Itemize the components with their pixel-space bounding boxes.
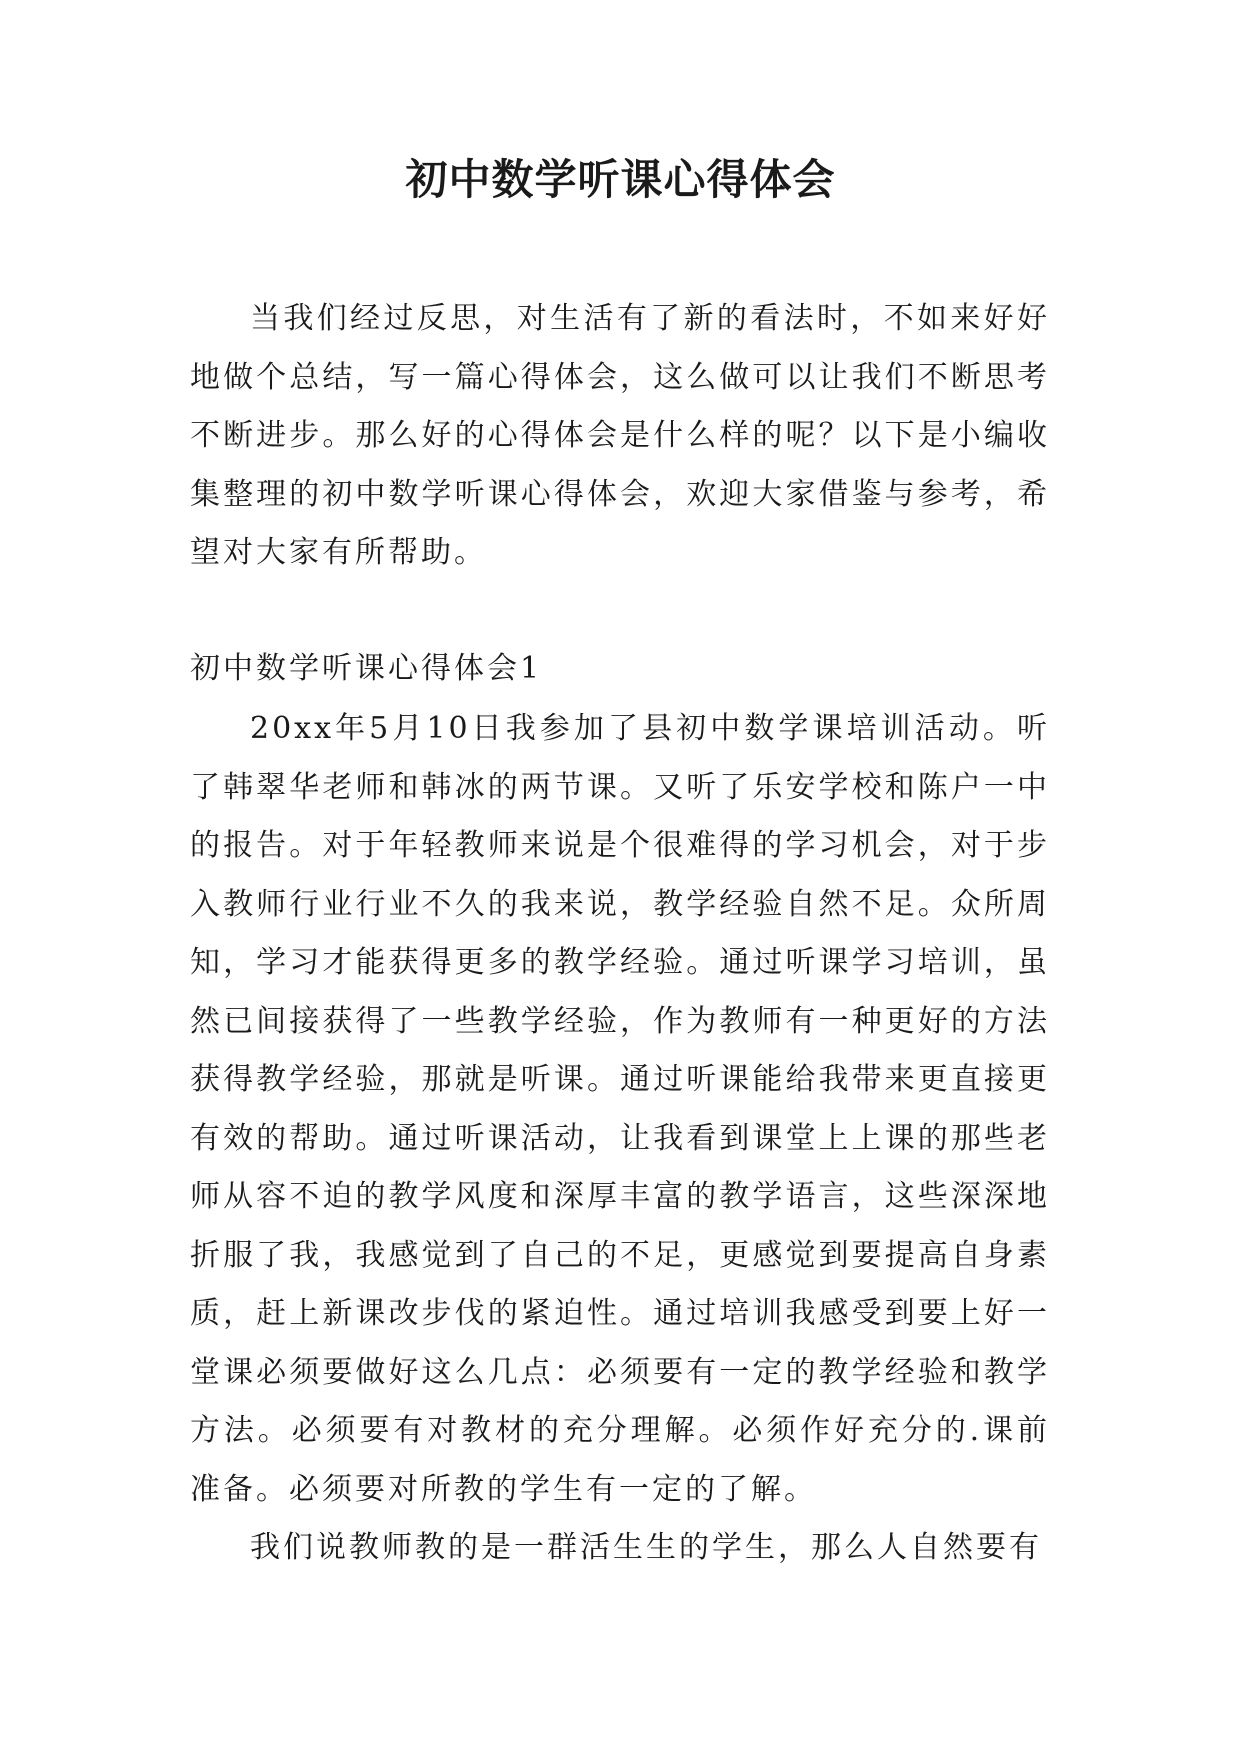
section-heading: 初中数学听课心得体会1 bbox=[190, 651, 543, 686]
section-body bbox=[190, 700, 1050, 1578]
intro-paragraph-block bbox=[190, 290, 1050, 583]
body-paragraph-2: 我们说教师教的是一群活生生的学生，那么人自然要有 bbox=[250, 1530, 1042, 1565]
page-title: 初中数学听课心得体会 bbox=[405, 155, 836, 204]
intro-paragraph: 当我们经过反思，对生活有了新的看法时，不如来好好地做个总结，写一篇心得体会，这么做可以让我们不断思考不断进步。那么好的心得体会是什么样的呢？以下是小编收集整理的初中数学听课心得体会，欢迎大家借鉴与参考，希望对大家有所帮助。 bbox=[190, 301, 1050, 570]
body-paragraph-1: 20xx年5月10日我参加了县初中数学课培训活动。听了韩翠华老师和韩冰的两节课。又听了乐安学校和陈户一中的报告。对于年轻教师来说是个很难得的学习机会，对于步入教师行业行业不久的我来说，教学经验自然不足。众所周知，学习才能获得更多的教学经验。通过听课学习培训，虽然已间接获得了一些教学经验，作为教师有一种更好的方法获得教学经验，那就是听课。通过听课能给我带来更直接更有效的帮助。通过听课活动，让我看到课堂上上课的那些老师从容不迫的教学风度和深厚丰富的教学语言，这些深深地折服了我，我感觉到了自己的不足，更感觉到要提高自身素质，赶上新课改步伐的紧迫性。通过培训我感受到要上好一堂课必须要做好这么几点：必须要有一定的教学经验和教学方法。必须要有对教材的充分理解。必须作好充分的.课前准备。必须要对所教的学生有一定的了解。 bbox=[190, 711, 1050, 1507]
